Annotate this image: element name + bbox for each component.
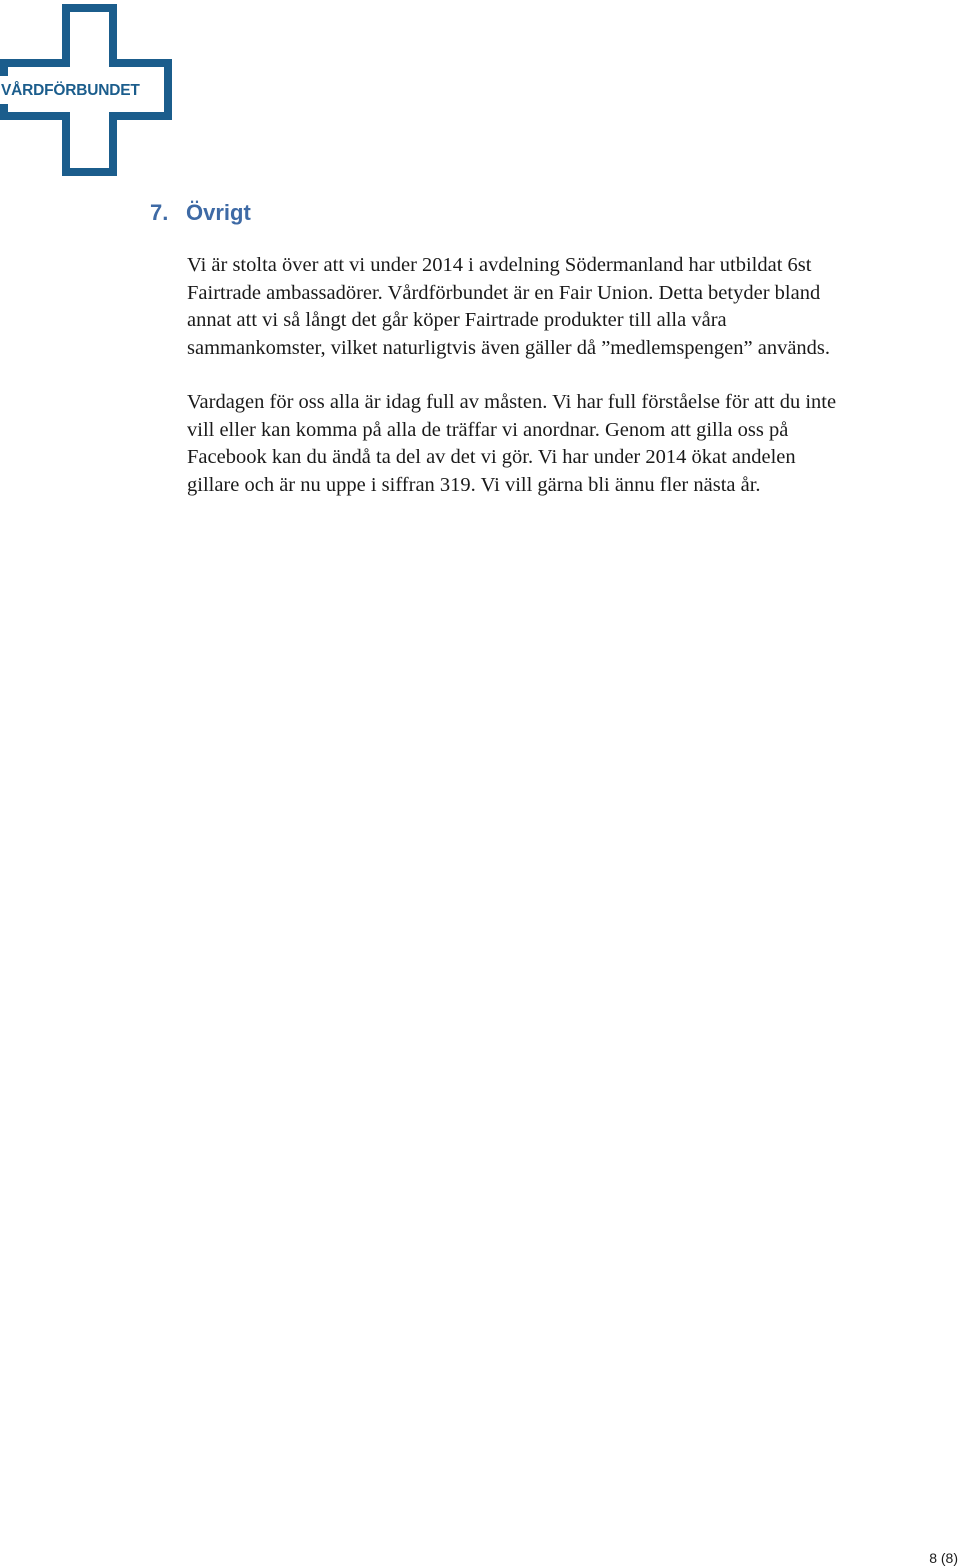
paragraph-facebook (187, 389, 955, 499)
section-heading (150, 200, 251, 226)
paragraph-line: Vardagen för oss alla är idag full av måsten. Vi har full förståelse för att du inte (187, 391, 837, 413)
paragraph-line: gillare och är nu uppe i siffran 319. Vi vill gärna bli ännu fler nästa år. (187, 473, 761, 496)
paragraph-fairtrade (187, 252, 955, 362)
paragraph-line: Fairtrade ambassadörer. Vårdförbundet är en Fair Union. Detta betyder bland (187, 281, 821, 304)
paragraph-line: Vi är stolta över att vi under 2014 i avdelning Södermanland har utbildat 6st (187, 254, 812, 276)
page-number: 8 (8) (929, 1550, 958, 1566)
paragraph-line: sammankomster, vilket naturligtvis även gäller då ”medlemspengen” används. (187, 336, 831, 359)
paragraph-line: annat att vi så långt det går köper Fairtrade produkter till alla våra (187, 309, 727, 331)
section-number: 7. (150, 200, 169, 225)
vardforbundet-logo (0, 4, 172, 176)
paragraph-line: Facebook kan du ändå ta del av det vi gör. Vi har under 2014 ökat andelen (187, 446, 796, 468)
section-title: Övrigt (186, 200, 251, 225)
paragraph-line: vill eller kan komma på alla de träffar vi anordnar. Genom att gilla oss på (187, 418, 789, 441)
logo-wordmark: VÅRDFÖRBUNDET (1, 82, 140, 99)
